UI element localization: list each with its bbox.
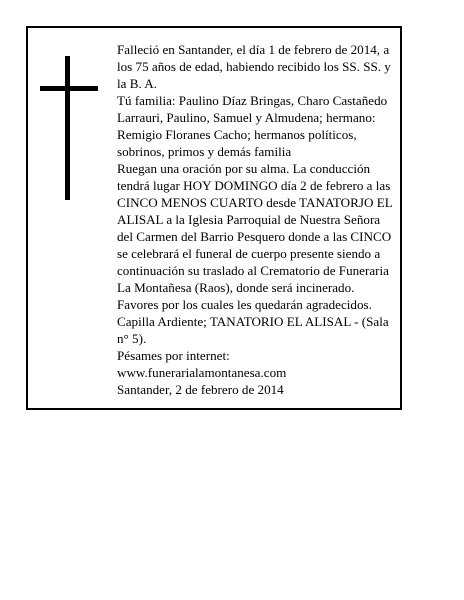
funeral-details: Ruegan una oración por su alma. La conducción tendrá lugar HOY DOMINGO día 2 de febrero a las CINCO MENOS CUARTO desde TANATORJO EL ALISAL a la Iglesia Parroquial de Nuestra Señora del Carmen del Barrio Pesquero donde a las CINCO se celebrará el funeral de cuerpo presente siendo a continuación su traslado al Crematorio de Funeraria La Montañesa (Raos), donde será incinerado. Favores por los cuales les quedarán agradecidos. Capilla Ardiente; TANATORIO EL ALISAL - (Sala n° 5). (117, 161, 393, 346)
condolences-website: Pésames por internet: www.funerarialamontanesa.com (117, 348, 287, 380)
family-list: Tú familia: Paulino Díaz Bringas, Charo Castañedo Larrauri, Paulino, Samuel y Almudena; hermano: Remigio Floranes Cacho; hermanos políticos, sobrinos, primos y demás familia (117, 93, 388, 159)
place-and-date: Santander, 2 de febrero de 2014 (117, 382, 284, 397)
cross-horizontal-bar (40, 86, 98, 91)
cross-vertical-bar (65, 56, 70, 200)
notice-text (117, 41, 396, 398)
cross-icon (40, 56, 98, 200)
obituary-notice (26, 26, 402, 410)
death-announcement: Falleció en Santander, el día 1 de febrero de 2014, a los 75 años de edad, habiendo recibido los SS. SS. y la B. A. (117, 42, 391, 91)
